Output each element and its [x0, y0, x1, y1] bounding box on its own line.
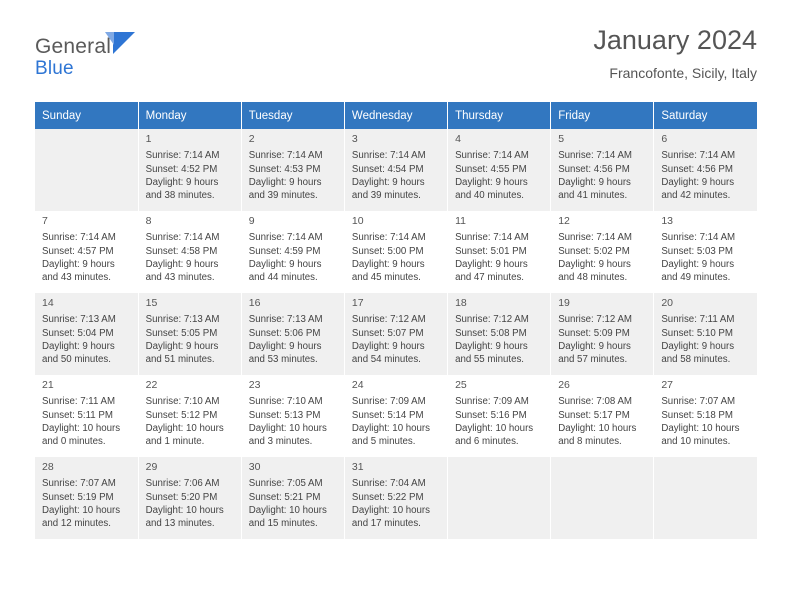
daylight-text-1: Daylight: 9 hours: [558, 340, 631, 352]
day-number: 10: [351, 215, 364, 227]
daylight-text-2: and 47 minutes.: [455, 272, 524, 284]
daylight-text-1: Daylight: 9 hours: [558, 176, 631, 188]
sunset-text: Sunset: 5:02 PM: [558, 245, 630, 257]
daylight-text-1: Daylight: 10 hours: [558, 422, 637, 434]
calendar-day-cell: [35, 211, 138, 293]
daylight-text-2: and 45 minutes.: [351, 272, 421, 284]
daylight-text-1: Daylight: 9 hours: [248, 176, 322, 188]
day-number: 2: [248, 133, 255, 145]
brand-name-blue: Blue: [35, 58, 74, 79]
day-number: 5: [558, 133, 565, 145]
sunrise-text: Sunrise: 7:13 AM: [145, 314, 220, 326]
calendar-day-cell: [344, 293, 447, 375]
calendar-day-cell: [138, 375, 241, 457]
daylight-text-2: and 1 minute.: [145, 436, 205, 448]
day-info: [661, 231, 751, 284]
calendar-day-cell: [654, 375, 757, 457]
daylight-text-1: Daylight: 9 hours: [558, 258, 631, 270]
calendar-day-cell: [448, 375, 551, 457]
day-number: 24: [351, 379, 364, 391]
daylight-text-2: and 12 minutes.: [42, 518, 111, 530]
day-info: [352, 313, 441, 366]
day-number: 20: [661, 297, 674, 309]
daylight-text-1: Daylight: 10 hours: [42, 504, 121, 516]
day-info: [455, 313, 544, 366]
sunset-text: Sunset: 5:04 PM: [42, 327, 114, 339]
day-info: [661, 313, 751, 366]
day-info: [146, 313, 235, 366]
day-number: 15: [145, 297, 158, 309]
sunrise-text: Sunrise: 7:14 AM: [145, 232, 220, 244]
day-info: [352, 231, 441, 284]
weekday-header-saturday: Saturday: [654, 102, 757, 129]
sunset-text: Sunset: 4:53 PM: [248, 163, 321, 175]
day-info: [249, 477, 338, 530]
daylight-text-1: Daylight: 10 hours: [248, 422, 327, 434]
sunset-text: Sunset: 5:21 PM: [248, 491, 321, 503]
daylight-text-1: Daylight: 9 hours: [661, 340, 735, 352]
calendar-week-row: [35, 457, 757, 539]
daylight-text-2: and 39 minutes.: [351, 190, 421, 202]
calendar-day-cell: [448, 129, 551, 211]
sunrise-text: Sunrise: 7:07 AM: [661, 396, 736, 408]
sunrise-text: Sunrise: 7:13 AM: [42, 314, 116, 326]
sunset-text: Sunset: 5:08 PM: [455, 327, 527, 339]
sunrise-text: Sunrise: 7:05 AM: [248, 478, 323, 490]
daylight-text-2: and 54 minutes.: [351, 354, 421, 366]
day-info: [42, 395, 132, 448]
calendar-day-cell: [551, 375, 654, 457]
calendar-day-cell: [241, 375, 344, 457]
sunrise-text: Sunrise: 7:10 AM: [248, 396, 323, 408]
sunset-text: Sunset: 5:17 PM: [558, 409, 630, 421]
page-header: [35, 26, 757, 94]
daylight-text-1: Daylight: 9 hours: [248, 258, 322, 270]
calendar-day-cell: [551, 129, 654, 211]
title-block: [593, 26, 757, 81]
sunrise-text: Sunrise: 7:14 AM: [455, 232, 529, 244]
sunset-text: Sunset: 5:20 PM: [145, 491, 218, 503]
sunset-text: Sunset: 5:01 PM: [455, 245, 527, 257]
daylight-text-1: Daylight: 9 hours: [42, 340, 115, 352]
calendar-day-cell: [344, 457, 447, 539]
sunrise-text: Sunrise: 7:14 AM: [558, 232, 632, 244]
day-info: [146, 231, 235, 284]
day-info: [661, 149, 751, 202]
sunrise-text: Sunrise: 7:14 AM: [145, 150, 220, 162]
daylight-text-1: Daylight: 9 hours: [351, 176, 425, 188]
calendar-day-cell: [35, 457, 138, 539]
day-info: [352, 395, 441, 448]
calendar-day-cell: [448, 457, 551, 539]
day-number: 6: [661, 133, 668, 145]
day-info: [249, 149, 338, 202]
calendar-day-cell: [138, 129, 241, 211]
calendar-day-cell: [241, 457, 344, 539]
day-number: 23: [248, 379, 261, 391]
sunrise-text: Sunrise: 7:14 AM: [351, 232, 426, 244]
day-info: [146, 477, 235, 530]
day-number: 22: [145, 379, 158, 391]
calendar-day-cell: [654, 293, 757, 375]
daylight-text-2: and 10 minutes.: [661, 436, 731, 448]
day-number: 16: [248, 297, 261, 309]
daylight-text-2: and 53 minutes.: [248, 354, 318, 366]
calendar-day-cell: [35, 293, 138, 375]
daylight-text-2: and 41 minutes.: [558, 190, 628, 202]
weekday-header-friday: Friday: [551, 102, 654, 129]
daylight-text-1: Daylight: 10 hours: [42, 422, 121, 434]
day-info: [661, 395, 751, 448]
day-number: 9: [248, 215, 255, 227]
sunrise-text: Sunrise: 7:13 AM: [248, 314, 323, 326]
daylight-text-1: Daylight: 9 hours: [248, 340, 322, 352]
sunset-text: Sunset: 5:13 PM: [248, 409, 321, 421]
daylight-text-2: and 50 minutes.: [42, 354, 111, 366]
daylight-text-1: Daylight: 10 hours: [248, 504, 327, 516]
sunrise-text: Sunrise: 7:12 AM: [455, 314, 529, 326]
calendar-table: [35, 102, 757, 539]
weekday-header-wednesday: Wednesday: [344, 102, 447, 129]
day-info: [455, 149, 544, 202]
daylight-text-2: and 13 minutes.: [145, 518, 215, 530]
day-info: [146, 395, 235, 448]
daylight-text-2: and 43 minutes.: [42, 272, 111, 284]
sunrise-text: Sunrise: 7:11 AM: [42, 396, 116, 408]
day-number: 26: [558, 379, 570, 391]
sunset-text: Sunset: 5:16 PM: [455, 409, 527, 421]
daylight-text-2: and 48 minutes.: [558, 272, 628, 284]
day-info: [455, 395, 544, 448]
calendar-day-cell: [654, 457, 757, 539]
sunset-text: Sunset: 4:56 PM: [558, 163, 630, 175]
sunset-text: Sunset: 5:22 PM: [351, 491, 424, 503]
weekday-header-thursday: Thursday: [448, 102, 551, 129]
day-number: 25: [455, 379, 467, 391]
sunset-text: Sunset: 4:59 PM: [248, 245, 321, 257]
day-info: [558, 313, 647, 366]
day-number: 11: [455, 215, 466, 227]
daylight-text-2: and 49 minutes.: [661, 272, 731, 284]
page-subtitle: Francofonte, Sicily, Italy: [609, 65, 757, 82]
sunset-text: Sunset: 4:57 PM: [42, 245, 114, 257]
calendar-day-cell: [654, 211, 757, 293]
sunset-text: Sunset: 5:05 PM: [145, 327, 218, 339]
daylight-text-1: Daylight: 10 hours: [351, 504, 431, 516]
daylight-text-2: and 51 minutes.: [145, 354, 215, 366]
daylight-text-1: Daylight: 10 hours: [351, 422, 431, 434]
calendar-day-cell: [344, 129, 447, 211]
daylight-text-2: and 17 minutes.: [351, 518, 421, 530]
calendar-day-cell: [551, 211, 654, 293]
sunset-text: Sunset: 5:10 PM: [661, 327, 733, 339]
sunset-text: Sunset: 5:14 PM: [351, 409, 424, 421]
calendar-week-row: [35, 211, 757, 293]
sunset-text: Sunset: 5:12 PM: [145, 409, 218, 421]
daylight-text-1: Daylight: 9 hours: [661, 176, 735, 188]
daylight-text-2: and 5 minutes.: [351, 436, 416, 448]
day-number: 1: [145, 133, 152, 145]
sunrise-text: Sunrise: 7:09 AM: [351, 396, 426, 408]
sunrise-text: Sunrise: 7:14 AM: [248, 150, 323, 162]
day-info: [558, 395, 647, 448]
calendar-day-cell: [241, 211, 344, 293]
daylight-text-1: Daylight: 9 hours: [455, 340, 528, 352]
sunset-text: Sunset: 4:58 PM: [145, 245, 218, 257]
day-number: 14: [42, 297, 54, 309]
day-number: 17: [351, 297, 364, 309]
daylight-text-2: and 3 minutes.: [248, 436, 313, 448]
calendar-day-cell: [138, 211, 241, 293]
daylight-text-2: and 42 minutes.: [661, 190, 731, 202]
sunset-text: Sunset: 5:00 PM: [351, 245, 424, 257]
day-info: [42, 313, 132, 366]
calendar-day-cell: [344, 211, 447, 293]
daylight-text-2: and 8 minutes.: [558, 436, 622, 448]
calendar-day-cell: [241, 293, 344, 375]
daylight-text-1: Daylight: 9 hours: [455, 258, 528, 270]
day-number: 12: [558, 215, 570, 227]
day-number: 27: [661, 379, 674, 391]
daylight-text-2: and 39 minutes.: [248, 190, 318, 202]
calendar-week-row: [35, 375, 757, 457]
page-title: January 2024: [593, 25, 757, 55]
sunrise-text: Sunrise: 7:14 AM: [558, 150, 632, 162]
sunrise-text: Sunrise: 7:09 AM: [455, 396, 529, 408]
sunrise-text: Sunrise: 7:14 AM: [455, 150, 529, 162]
daylight-text-2: and 40 minutes.: [455, 190, 524, 202]
calendar-day-cell: [551, 293, 654, 375]
flag-icon: [113, 32, 135, 54]
brand-name-general: General: [35, 35, 112, 58]
calendar-day-cell: [448, 293, 551, 375]
daylight-text-1: Daylight: 9 hours: [145, 176, 219, 188]
sunrise-text: Sunrise: 7:14 AM: [661, 150, 736, 162]
day-info: [249, 231, 338, 284]
sunset-text: Sunset: 5:09 PM: [558, 327, 630, 339]
day-number: 31: [351, 461, 364, 473]
sunrise-text: Sunrise: 7:07 AM: [42, 478, 116, 490]
calendar-day-cell: [241, 129, 344, 211]
calendar-week-row: [35, 129, 757, 211]
calendar-week-row: [35, 293, 757, 375]
day-info: [352, 477, 441, 530]
day-number: 3: [351, 133, 358, 145]
day-info: [42, 477, 132, 530]
daylight-text-1: Daylight: 9 hours: [351, 340, 425, 352]
day-info: [42, 231, 132, 284]
brand-logo: [35, 26, 111, 78]
sunrise-text: Sunrise: 7:14 AM: [42, 232, 116, 244]
day-info: [146, 149, 235, 202]
day-number: 8: [145, 215, 152, 227]
weekday-header-sunday: Sunday: [35, 102, 138, 129]
calendar-day-cell: [551, 457, 654, 539]
sunset-text: Sunset: 5:03 PM: [661, 245, 733, 257]
weekday-header-row: [35, 102, 757, 129]
sunrise-text: Sunrise: 7:14 AM: [351, 150, 426, 162]
sunset-text: Sunset: 5:06 PM: [248, 327, 321, 339]
calendar-day-cell: [138, 457, 241, 539]
day-number: 29: [145, 461, 158, 473]
sunrise-text: Sunrise: 7:11 AM: [661, 314, 735, 326]
daylight-text-2: and 0 minutes.: [42, 436, 106, 448]
daylight-text-1: Daylight: 10 hours: [145, 422, 224, 434]
daylight-text-1: Daylight: 10 hours: [145, 504, 224, 516]
day-info: [249, 395, 338, 448]
day-info: [352, 149, 441, 202]
calendar-day-cell: [448, 211, 551, 293]
day-number: 18: [455, 297, 467, 309]
daylight-text-2: and 58 minutes.: [661, 354, 731, 366]
daylight-text-1: Daylight: 9 hours: [351, 258, 425, 270]
sunset-text: Sunset: 4:55 PM: [455, 163, 527, 175]
sunrise-text: Sunrise: 7:08 AM: [558, 396, 632, 408]
sunset-text: Sunset: 4:52 PM: [145, 163, 218, 175]
sunset-text: Sunset: 5:19 PM: [42, 491, 114, 503]
weekday-header-tuesday: Tuesday: [241, 102, 344, 129]
daylight-text-1: Daylight: 9 hours: [145, 258, 219, 270]
sunrise-text: Sunrise: 7:10 AM: [145, 396, 220, 408]
day-info: [558, 231, 647, 284]
daylight-text-2: and 15 minutes.: [248, 518, 318, 530]
weekday-header-monday: Monday: [138, 102, 241, 129]
daylight-text-1: Daylight: 10 hours: [661, 422, 740, 434]
sunset-text: Sunset: 4:54 PM: [351, 163, 424, 175]
daylight-text-1: Daylight: 9 hours: [42, 258, 115, 270]
sunset-text: Sunset: 5:11 PM: [42, 409, 113, 421]
day-info: [455, 231, 544, 284]
day-number: 4: [455, 133, 461, 145]
day-number: 7: [42, 215, 48, 227]
calendar-day-cell: [654, 129, 757, 211]
sunrise-text: Sunrise: 7:12 AM: [558, 314, 632, 326]
flag-accent-icon: [105, 32, 114, 45]
daylight-text-2: and 55 minutes.: [455, 354, 524, 366]
sunrise-text: Sunrise: 7:04 AM: [351, 478, 426, 490]
daylight-text-2: and 6 minutes.: [455, 436, 519, 448]
sunrise-text: Sunrise: 7:12 AM: [351, 314, 426, 326]
daylight-text-2: and 38 minutes.: [145, 190, 215, 202]
calendar-day-cell: [35, 375, 138, 457]
sunset-text: Sunset: 5:07 PM: [351, 327, 424, 339]
daylight-text-2: and 44 minutes.: [248, 272, 318, 284]
calendar-day-cell: [35, 129, 138, 211]
day-info: [558, 149, 647, 202]
calendar-day-cell: [138, 293, 241, 375]
day-number: 28: [42, 461, 54, 473]
daylight-text-1: Daylight: 10 hours: [455, 422, 534, 434]
day-number: 13: [661, 215, 674, 227]
calendar-day-cell: [344, 375, 447, 457]
day-number: 21: [42, 379, 54, 391]
daylight-text-2: and 43 minutes.: [145, 272, 215, 284]
day-number: 19: [558, 297, 570, 309]
daylight-text-1: Daylight: 9 hours: [661, 258, 735, 270]
day-info: [249, 313, 338, 366]
sunset-text: Sunset: 4:56 PM: [661, 163, 733, 175]
sunrise-text: Sunrise: 7:06 AM: [145, 478, 220, 490]
daylight-text-1: Daylight: 9 hours: [455, 176, 528, 188]
sunset-text: Sunset: 5:18 PM: [661, 409, 733, 421]
daylight-text-2: and 57 minutes.: [558, 354, 628, 366]
day-number: 30: [248, 461, 261, 473]
daylight-text-1: Daylight: 9 hours: [145, 340, 219, 352]
sunrise-text: Sunrise: 7:14 AM: [661, 232, 736, 244]
sunrise-text: Sunrise: 7:14 AM: [248, 232, 323, 244]
